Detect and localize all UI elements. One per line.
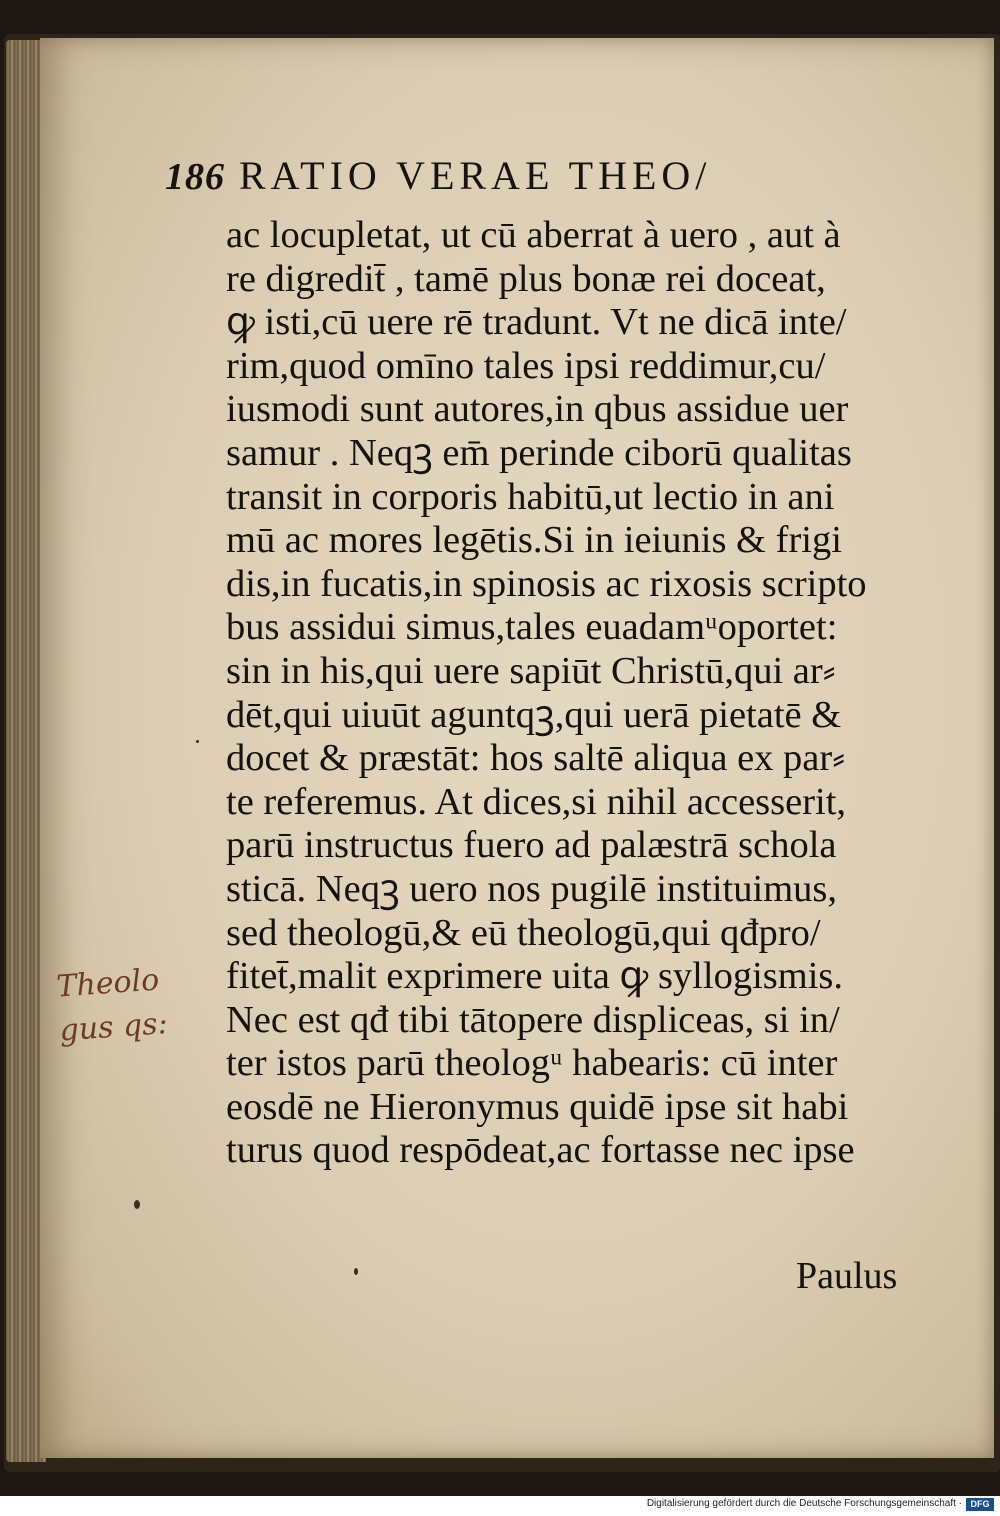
text-line: ac locupletat, ut cū aberrat à uero , aut à [226,214,841,256]
text-line: fitet̄,malit exprimere uita ꝙ syllogismis. [226,955,843,998]
text-line: dis,in fucatis,in spinosis ac rixosis scripto [226,562,867,605]
page-number: 186 [165,156,225,198]
text-line: eosdē ne Hieronymus quidē ipse sit habi [226,1085,849,1128]
text-line: Nec est qđ tibi tātopere displiceas, si in/ [226,998,840,1041]
digitization-credit: Digitalisierung gefördert durch die Deutsche Forschungsgemeinschaft · [646,1498,962,1509]
text-line: iusmodi sunt autores,in qbus assidue uer [226,388,849,431]
ink-speck [354,1268,358,1275]
footer-bar [0,1496,1000,1516]
catchword: Paulus [796,1255,898,1297]
text-line: docet & præstāt: hos saltē aliqua ex par⸗ [226,737,846,780]
text-line: parū instructus fuero ad palæstrā schola [226,824,837,867]
text-line: ter istos parū theologᵘ habearis: cū inter [226,1042,838,1085]
ink-speck [196,740,199,743]
handwritten-marginal-note [55,955,221,1056]
marginal-note-line: gus qs: [58,1006,169,1049]
text-line: rim,quod omīno tales ipsi reddimur,cu/ [226,344,826,387]
text-line: dēt,qui uiuūt aguntqꝫ,qui uerā pietatē & [226,693,842,736]
text-line: sin in his,qui uere sapiūt Christū,qui ar⸗ [226,649,836,692]
text-line: turus quod respōdeat,ac fortasse nec ipse [226,1129,855,1172]
ink-speck [134,1200,140,1209]
text-line: te referemus. At dices,si nihil accesserit, [226,780,847,823]
text-line: sticā. Neqꝫ uero nos pugilē instituimus, [226,867,838,910]
text-line: re digredit̄ , tamē plus bonæ rei doceat, [226,257,826,300]
text-line: sed theologū,& eū theologū,qui qđpro/ [226,911,821,954]
marginal-note-line: Theolo [55,962,161,1005]
text-line: bus assidui simus,tales euadamᵘoportet: [226,606,838,649]
running-head: RATIO VERAE THEO/ [239,153,712,198]
page-header [165,152,905,204]
text-line: transit in corporis habitū,ut lectio in ani [226,475,835,518]
text-line: mū ac mores legētis.Si in ieiunis & frigi [226,519,842,562]
body-text [226,214,926,1173]
dfg-logo-icon: DFG [966,1498,994,1511]
text-line: samur . Neqꝫ em̄ perinde ciborū qualitas [226,431,852,474]
text-line: ꝙ isti,cū uere rē tradunt. Vt ne dicā inte/ [226,301,847,344]
